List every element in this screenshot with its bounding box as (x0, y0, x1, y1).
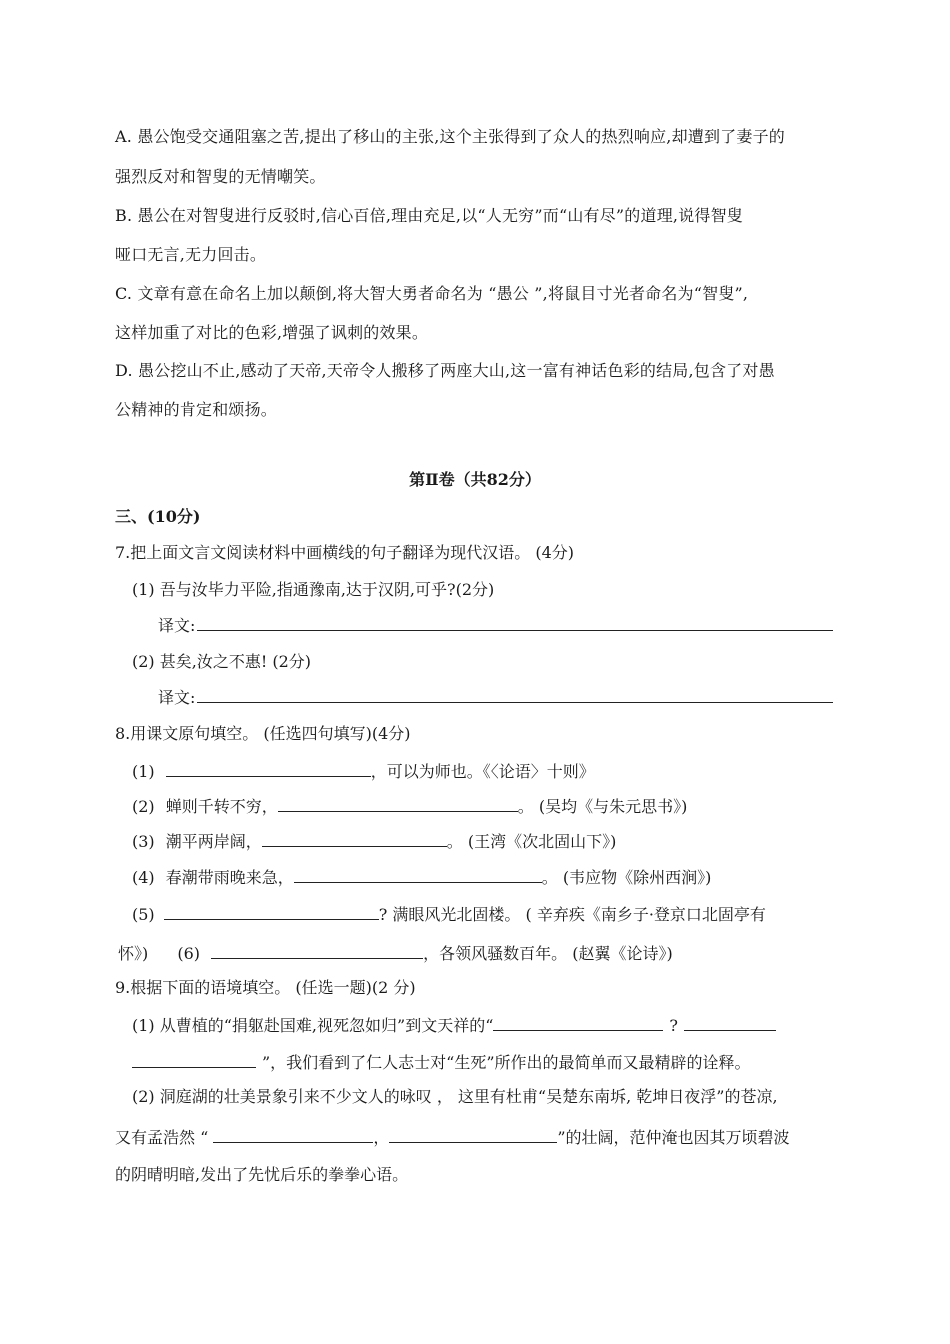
option-a-line2: 强烈反对和智叟的无情嘲笑。 (115, 167, 326, 186)
q8-item4-num: (4) (132, 868, 155, 887)
q9-para2-line3: 的阴晴明暗,发出了先忧后乐的拳拳心语。 (115, 1165, 409, 1184)
q7-sentence1: (1) 吾与汝毕力平险,指通豫南,达于汉阴,可乎?(2分) (132, 580, 495, 599)
option-d-line2: 公精神的肯定和颂扬。 (115, 400, 278, 419)
q8-item1-blank[interactable] (166, 760, 371, 777)
q8-item4 (132, 866, 852, 888)
q8-item1-num: (1) (132, 762, 155, 781)
q8-item6-num: (6) (177, 944, 201, 963)
q8-item6-post: ，各领风骚数百年。 (赵翼《论诗》) (423, 944, 673, 963)
q9-stem: 9.根据下面的语境填空。 (任选一题)(2 分) (115, 978, 416, 997)
q9-para2-line2 (115, 1126, 835, 1148)
option-b-line1: B. 愚公在对智叟进行反驳时,信心百倍,理由充足,以“人无穷”而“山有尽”的道理,说得智叟 (115, 206, 743, 225)
option-d-line1: D. 愚公挖山不止,感动了天帝,天帝令人搬移了两座大山,这一富有神话色彩的结局,包含了对愚 (115, 361, 775, 380)
q8-item2-num: (2) (132, 797, 155, 816)
q7-answer1-line[interactable] (197, 630, 833, 631)
q9-para1-line2 (132, 1051, 852, 1073)
q8-item3 (132, 830, 852, 852)
option-c-line2: 这样加重了对比的色彩,增强了讽刺的效果。 (115, 323, 429, 342)
q9-para1-line1 (132, 1014, 852, 1036)
q9-para1-text-a: (1) 从曹植的“捐躯赴国难,视死忽如归”到文天祥的“ (132, 1016, 494, 1035)
q9-para1-blank2a[interactable] (684, 1014, 776, 1031)
q8-item3-blank[interactable] (262, 830, 447, 847)
q8-item5-post: ? 满眼风光北固楼。 ( 辛弃疾《南乡子·登京口北固亭有 (378, 905, 766, 924)
option-a-line1: A. 愚公饱受交通阻塞之苦,提出了移山的主张,这个主张得到了众人的热烈响应,却遭到了妻子的 (115, 127, 785, 146)
option-b-line2: 哑口无言,无力回击。 (115, 245, 267, 264)
q7-answer2-label: 译文: (158, 688, 196, 707)
option-c-line1: C. 文章有意在命名上加以颠倒,将大智大勇者命名为 “愚公 ”,将鼠目寸光者命名为“智叟”, (115, 284, 749, 303)
q7-sentence2: (2) 甚矣,汝之不惠! (2分) (132, 652, 312, 671)
q8-item5-blank[interactable] (164, 903, 379, 920)
q8-item2-post: 。 (吴均《与朱元思书》) (517, 797, 688, 816)
q9-para1-blank2b[interactable] (132, 1051, 256, 1068)
part2-title: 第Ⅱ卷（共82分） (409, 470, 541, 489)
q8-item4-post: 。 (韦应物《除州西涧》) (541, 868, 712, 887)
q9-para1-qmark: ? (669, 1016, 678, 1035)
q8-item2 (132, 795, 852, 817)
q9-para2-text-b1: 又有孟浩然 “ (115, 1128, 214, 1147)
q8-stem: 8.用课文原句填空。 (任选四句填写)(4分) (115, 724, 411, 743)
q9-para2-blank1[interactable] (213, 1126, 373, 1143)
q8-item1 (132, 760, 852, 782)
q7-stem: 7.把上面文言文阅读材料中画横线的句子翻译为现代汉语。 (4分) (115, 543, 575, 562)
q8-item4-blank[interactable] (294, 866, 542, 883)
q8-item5-num: (5) (132, 905, 155, 924)
q8-item3-post: 。 (王湾《次北固山下》) (446, 832, 617, 851)
q7-answer1-label: 译文: (158, 616, 196, 635)
q7-answer2-line[interactable] (197, 702, 833, 703)
q8-item3-pre: 潮平两岸阔， (165, 832, 262, 851)
q8-item2-blank[interactable] (278, 795, 518, 812)
q9-para2-text-b2: ”的壮阔，范仲淹也因其万顷碧波 (557, 1128, 790, 1147)
q8-item5-cont-item6 (118, 942, 838, 964)
q8-item5 (132, 903, 852, 925)
q9-para2-blank2[interactable] (389, 1126, 557, 1143)
q9-para1-blank1[interactable] (493, 1014, 663, 1031)
section3-heading: 三、(10分) (115, 507, 201, 526)
q8-item2-pre: 蝉则千转不穷， (165, 797, 278, 816)
q8-item4-pre: 春潮带雨晚来急， (165, 868, 294, 887)
q8-item6-blank[interactable] (211, 942, 423, 959)
q8-item1-text: ，可以为师也。《〈论语〉十则》 (370, 762, 595, 781)
q9-para1-text-b: ”，我们看到了仁人志士对“生死”所作出的最简单而又最精辟的诠释。 (262, 1053, 751, 1072)
q8-item3-num: (3) (132, 832, 155, 851)
q9-para2-comma: ， (373, 1128, 390, 1147)
q8-item5-cont: 怀》) (118, 944, 149, 963)
q9-para2-line1: (2) 洞庭湖的壮美景象引来不少文人的咏叹 ， 这里有杜甫“吴楚东南坼, 乾坤日夜浮”的苍凉, (132, 1087, 778, 1106)
